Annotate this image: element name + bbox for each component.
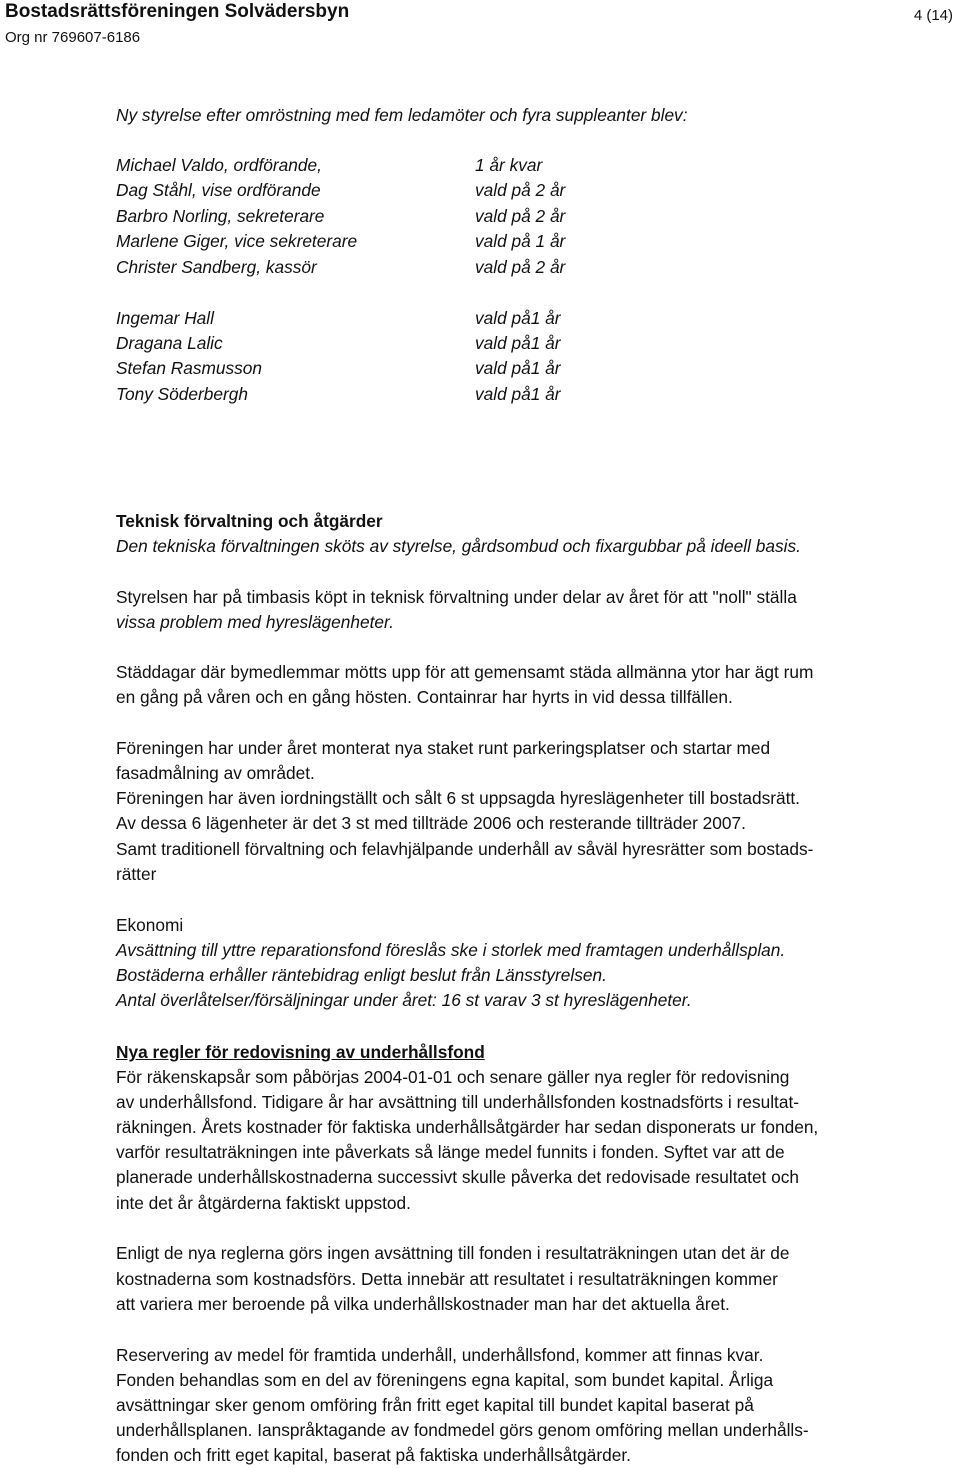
new-rules-line: Fonden behandlas som en del av föreningens egna kapital, som bundet kapital. Årliga — [116, 1370, 774, 1390]
new-rules-line: inte det år åtgärderna faktiskt uppstod. — [116, 1193, 411, 1213]
board-intro: Ny styrelse efter omröstning med fem ledamöter och fyra suppleanter blev: — [116, 105, 688, 125]
economy-line: Antal överlåtelser/försäljningar under året: 16 st varav 3 st hyreslägenheter. — [116, 990, 692, 1010]
new-rules-line: För räkenskapsår som påbörjas 2004-01-01 och senare gäller nya regler för redovisning — [116, 1067, 790, 1087]
technical-line: Styrelsen har på timbasis köpt in teknisk förvaltning under delar av året för att "noll" ställa — [116, 587, 797, 607]
member-name: Dag Ståhl, vise ordförande — [116, 180, 321, 200]
technical-line: Föreningen har även iordningställt och sålt 6 st uppsagda hyreslägenheter till bostadsrätt. — [116, 788, 800, 808]
technical-line: rätter — [116, 864, 157, 884]
technical-line: vissa problem med hyreslägenheter. — [116, 612, 394, 632]
member-term: vald på 2 år — [475, 206, 566, 226]
new-rules-line: räkningen. Årets kostnader för faktiska underhållsåtgärder har sedan disponerats ur fonden, — [116, 1117, 819, 1137]
new-rules-heading: Nya regler för redovisning av underhållsfond — [116, 1042, 485, 1062]
new-rules-line: avsättningar sker genom omföring från fritt eget kapital till bundet kapital baserat på — [116, 1395, 754, 1415]
technical-line: Av dessa 6 lägenheter är det 3 st med tillträde 2006 och resterande tillträder 2007. — [116, 813, 746, 833]
new-rules-line: fonden och fritt eget kapital, baserat på faktiska underhållsåtgärder. — [116, 1445, 631, 1465]
economy-line: Bostäderna erhåller räntebidrag enligt beslut från Länsstyrelsen. — [116, 965, 607, 985]
deputy-name: Ingemar Hall — [116, 308, 214, 328]
deputy-name: Stefan Rasmusson — [116, 358, 263, 378]
member-term: 1 år kvar — [475, 155, 543, 175]
technical-heading: Teknisk förvaltning och åtgärder — [116, 511, 383, 531]
new-rules-line: av underhållsfond. Tidigare år har avsättning till underhållsfonden kostnadsförts i resultat- — [116, 1092, 799, 1112]
technical-line: en gång på våren och en gång hösten. Containrar har hyrts in vid dessa tillfällen. — [116, 687, 733, 707]
technical-line: Städdagar där bymedlemmar mötts upp för att gemensamt städa allmänna ytor har ägt rum — [116, 662, 814, 682]
member-term: vald på 2 år — [475, 257, 566, 277]
deputy-term: vald på1 år — [475, 358, 561, 378]
deputy-name: Dragana Lalic — [116, 333, 223, 353]
member-name: Christer Sandberg, kassör — [116, 257, 317, 277]
deputy-term: vald på1 år — [475, 333, 561, 353]
org-number: Org nr 769607-6186 — [5, 29, 141, 46]
economy-heading: Ekonomi — [116, 915, 184, 935]
page-number: 4 (14) — [913, 7, 953, 24]
economy-line: Avsättning till yttre reparationsfond föreslås ske i storlek med framtagen underhållsplan. — [116, 940, 786, 960]
page-header — [5, 0, 349, 48]
new-rules-line: underhållsplanen. Ianspråktagande av fondmedel görs genom omföring mellan underhålls- — [116, 1420, 809, 1440]
technical-line: Den tekniska förvaltningen sköts av styrelse, gårdsombud och fixargubbar på ideell basis. — [116, 536, 801, 556]
member-term: vald på 2 år — [475, 180, 566, 200]
deputy-name: Tony Söderbergh — [116, 384, 248, 404]
new-rules-line: planerade underhållskostnaderna successivt skulle påverka det redovisade resultatet och — [116, 1167, 800, 1187]
association-name: Bostadsrättsföreningen Solvädersbyn — [5, 1, 350, 22]
member-name: Michael Valdo, ordförande, — [116, 155, 322, 175]
deputy-term: vald på1 år — [475, 384, 561, 404]
technical-line: fasadmålning av området. — [116, 763, 315, 783]
member-name: Barbro Norling, sekreterare — [116, 206, 325, 226]
new-rules-line: varför resultaträkningen inte påverkats så länge medel funnits i fonden. Syftet var att de — [116, 1142, 785, 1162]
technical-line: Föreningen har under året monterat nya staket runt parkeringsplatser och startar med — [116, 738, 771, 758]
member-name: Marlene Giger, vice sekreterare — [116, 231, 358, 251]
deputy-term: vald på1 år — [475, 308, 561, 328]
new-rules-line: Reservering av medel för framtida underhåll, underhållsfond, kommer att finnas kvar. — [116, 1345, 764, 1365]
new-rules-line: Enligt de nya reglerna görs ingen avsättning till fonden i resultaträkningen utan det är de — [116, 1243, 790, 1263]
technical-line: Samt traditionell förvaltning och felavhjälpande underhåll av såväl hyresrätter som bostads- — [116, 839, 814, 859]
new-rules-line: att variera mer beroende på vilka underhållskostnader man har det aktuella året. — [116, 1294, 730, 1314]
new-rules-line: kostnaderna som kostnadsförs. Detta innebär att resultatet i resultaträkningen kommer — [116, 1269, 778, 1289]
member-term: vald på 1 år — [475, 231, 566, 251]
